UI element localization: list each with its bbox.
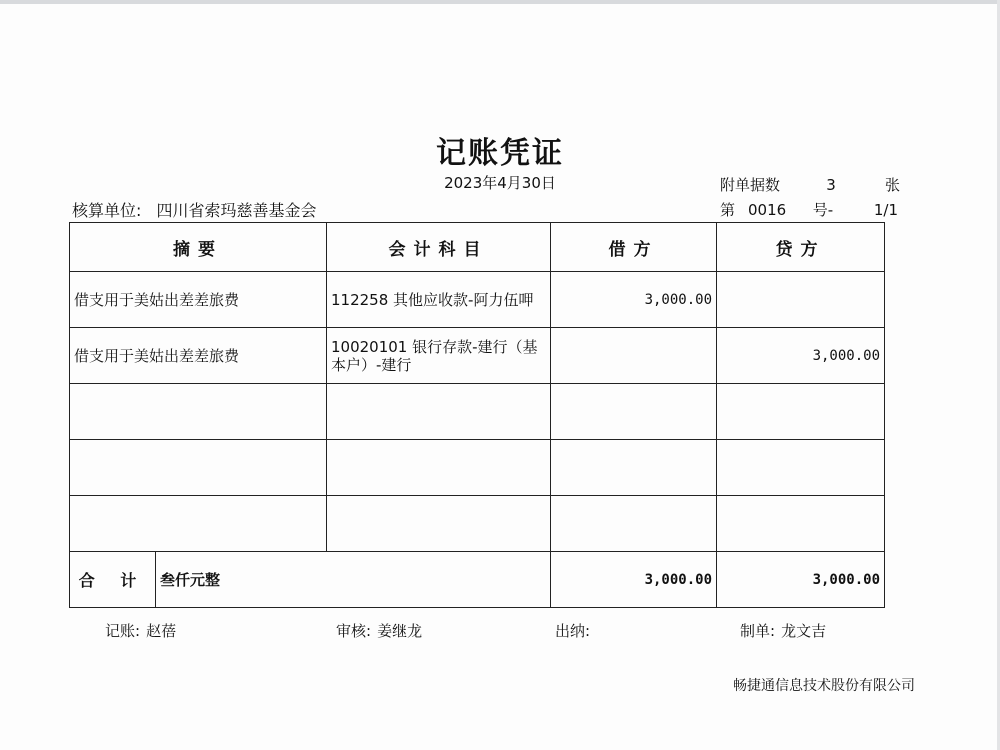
table-header-row	[70, 223, 885, 272]
cashier-signature	[555, 620, 596, 641]
table-row	[70, 328, 885, 384]
voucher-number-value: 0016	[748, 201, 787, 219]
row-summary: 借支用于美姑出差差旅费	[70, 272, 327, 328]
row-credit	[717, 496, 885, 552]
row-account	[327, 496, 551, 552]
preparer-name: 龙文吉	[781, 622, 827, 640]
row-debit: 3,000.00	[551, 272, 717, 328]
header-account: 会计科目	[327, 223, 551, 272]
total-label: 合 计	[70, 552, 156, 608]
cashier-label: 出纳:	[555, 622, 591, 640]
header-summary: 摘要	[70, 223, 327, 272]
row-summary	[70, 384, 327, 440]
total-amount-in-words: 叁仟元整	[156, 552, 551, 608]
voucher-date: 2023年4月30日	[444, 174, 556, 192]
row-debit	[551, 328, 717, 384]
total-row	[70, 552, 885, 608]
row-summary	[70, 496, 327, 552]
header-debit: 借方	[551, 223, 717, 272]
bookkeeper-signature	[105, 620, 176, 641]
row-credit	[717, 384, 885, 440]
row-account	[327, 440, 551, 496]
row-account: 112258 其他应收款-阿力伍呷	[327, 272, 551, 328]
row-debit	[551, 384, 717, 440]
row-debit	[551, 440, 717, 496]
voucher-number-suffix: 号-	[812, 201, 834, 219]
attachments-count: 3	[826, 176, 836, 194]
reviewer-signature	[336, 620, 422, 641]
row-summary: 借支用于美姑出差差旅费	[70, 328, 327, 384]
voucher-number-prefix: 第	[720, 201, 736, 219]
voucher-number	[720, 199, 898, 220]
total-credit: 3,000.00	[717, 552, 885, 608]
voucher-title: 记账凭证	[436, 136, 564, 171]
accounting-unit-name: 四川省索玛慈善基金会	[156, 201, 317, 220]
row-summary	[70, 440, 327, 496]
software-vendor: 畅捷通信息技术股份有限公司	[733, 678, 915, 694]
row-account	[327, 384, 551, 440]
table-row	[70, 496, 885, 552]
table-row	[70, 272, 885, 328]
preparer-label: 制单:	[740, 622, 776, 640]
bookkeeper-name: 赵蓓	[146, 622, 177, 640]
scan-edge-top	[0, 0, 1000, 4]
voucher-page: 1/1	[873, 201, 898, 219]
row-credit	[717, 272, 885, 328]
reviewer-label: 审核:	[336, 622, 372, 640]
row-account: 10020101 银行存款-建行（基本户）-建行	[327, 328, 551, 384]
row-credit	[717, 440, 885, 496]
table-row	[70, 384, 885, 440]
attachments-label: 附单据数	[720, 176, 781, 194]
bookkeeper-label: 记账:	[105, 622, 141, 640]
accounting-unit-label: 核算单位:	[72, 201, 142, 220]
attachments-info	[720, 174, 900, 195]
attachments-unit: 张	[884, 176, 900, 194]
total-debit: 3,000.00	[551, 552, 717, 608]
preparer-signature	[740, 620, 826, 641]
voucher-table	[69, 222, 885, 608]
reviewer-name: 姜继龙	[377, 622, 423, 640]
row-debit	[551, 496, 717, 552]
row-credit: 3,000.00	[717, 328, 885, 384]
header-credit: 贷方	[717, 223, 885, 272]
accounting-unit	[72, 198, 317, 221]
table-row	[70, 440, 885, 496]
